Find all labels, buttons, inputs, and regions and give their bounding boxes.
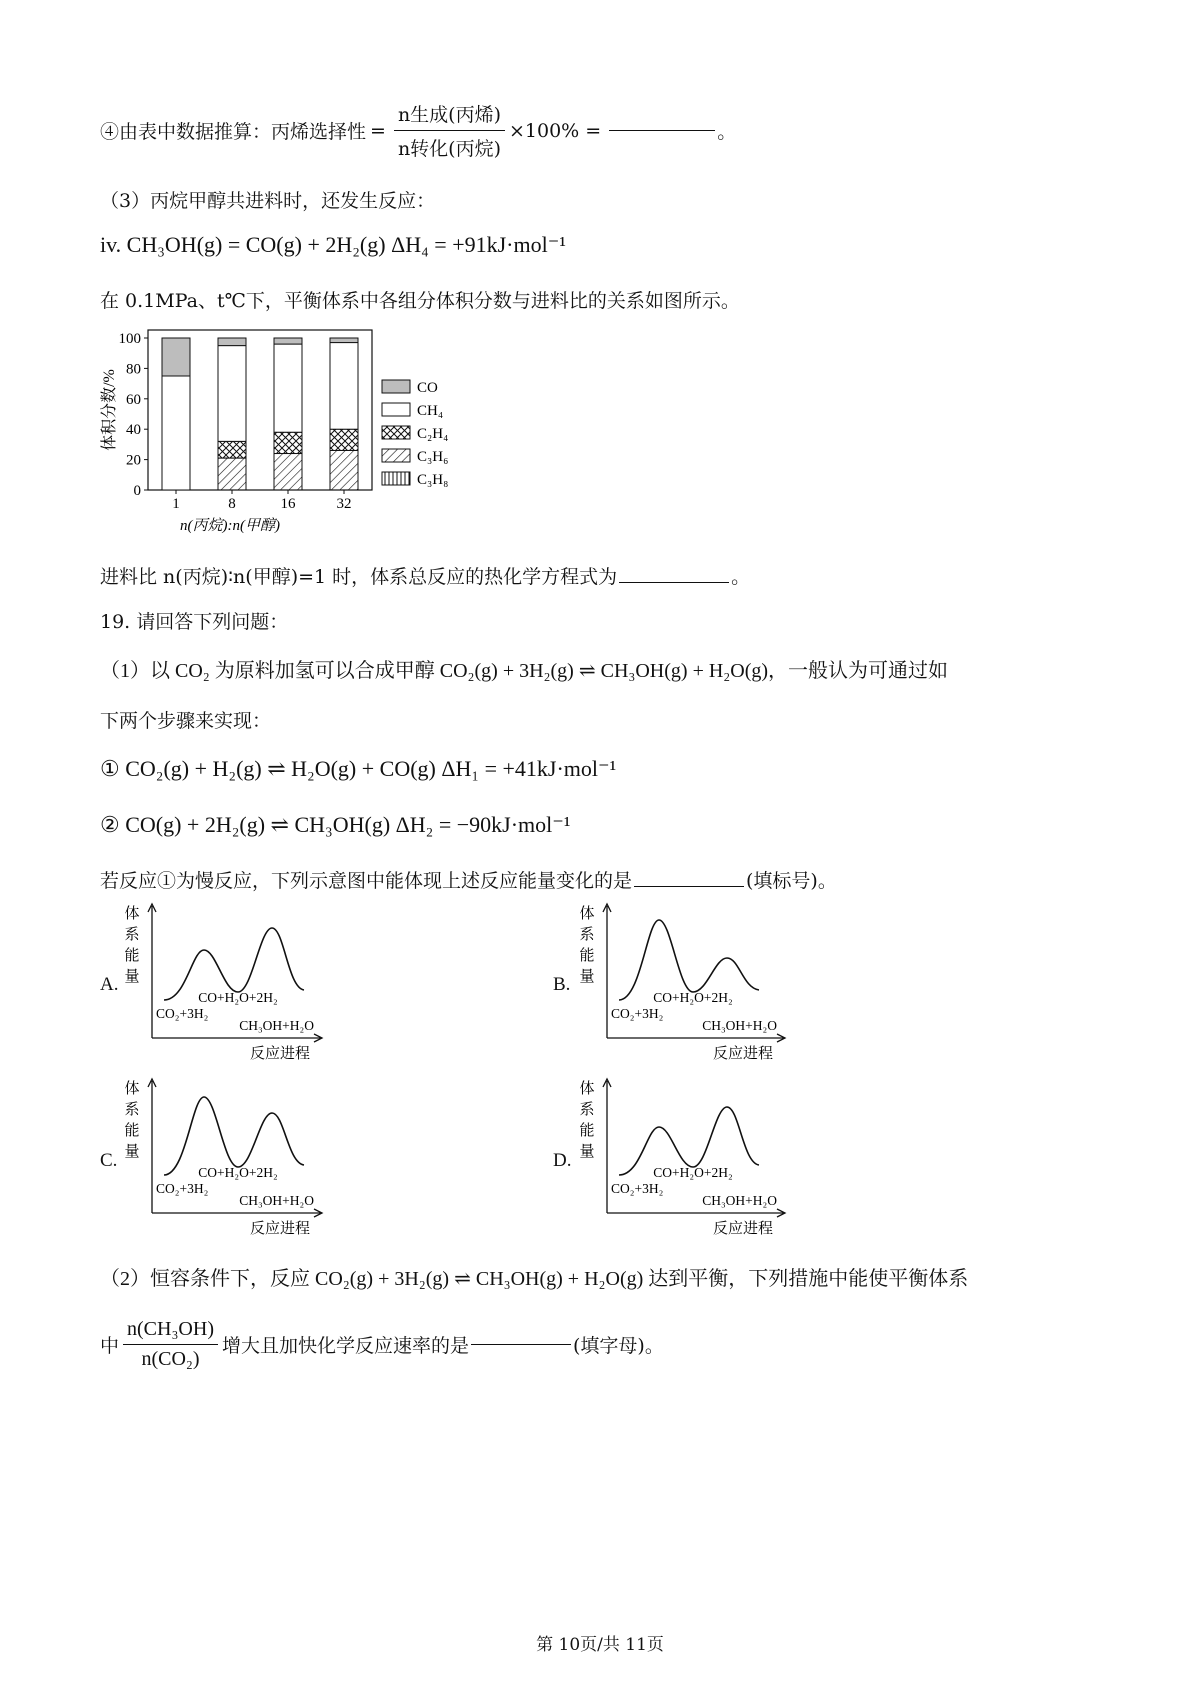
y-axis-label: 体积分数/% bbox=[101, 369, 118, 451]
product-label: CH₃OH+H₂O bbox=[702, 1018, 777, 1033]
y-tick-label: 40 bbox=[126, 422, 141, 439]
legend-label-c3h6: C₃H₆ bbox=[417, 449, 449, 465]
ratio-denominator: n(CO₂) bbox=[141, 1348, 200, 1370]
selectivity-line: ④由表中数据推算：丙烯选择性 = $\frac{\text{n生成(丙烯)}}{\text{n转化(丙烷)}}$ ×100% = 。 bbox=[100, 100, 736, 161]
answer-blank[interactable] bbox=[609, 130, 715, 131]
y-axis-label-char: 量 bbox=[124, 1144, 140, 1160]
bar-segment-c2h4 bbox=[330, 429, 358, 450]
product-label: CH₃OH+H₂O bbox=[239, 1193, 314, 1208]
y-tick-label: 0 bbox=[133, 483, 141, 499]
bar-segment-c3h6 bbox=[274, 454, 302, 490]
equation-iv: iv. CH₃OH(g) = CO(g) + 2H₂(g) ΔH₄ = +91kJ·mol⁻¹ bbox=[100, 232, 566, 257]
x-tick-label: 1 bbox=[172, 496, 180, 512]
x-tick-label: 16 bbox=[280, 496, 296, 512]
question-end: (填标号)。 bbox=[746, 870, 837, 892]
legend-swatch-ch4 bbox=[382, 403, 410, 416]
q19-p2-line2 bbox=[100, 1318, 664, 1371]
y-axis-label-char: 系 bbox=[124, 1102, 140, 1118]
bar-segment-co bbox=[274, 338, 302, 344]
intermediate-label: CO+H₂O+2H₂ bbox=[653, 1165, 733, 1180]
product-label: CH₃OH+H₂O bbox=[239, 1018, 314, 1033]
y-axis-label-char: 系 bbox=[124, 927, 140, 943]
x-axis-label: n(丙烷):n(甲醇) bbox=[180, 518, 280, 534]
y-axis-label-char: 能 bbox=[124, 1123, 140, 1139]
question-text: 进料比 n(丙烷)∶n(甲醇)=1 时，体系总反应的热化学方程式为 bbox=[100, 566, 618, 588]
legend-label-c3h8: C₃H₈ bbox=[417, 472, 449, 488]
q19-p1-line1: （1）以 CO₂ 为原料加氢可以合成甲醇 CO₂(g) + 3H₂(g) ⇌ CH₃OH(g) + H₂O(g)，一般认为可通过如 bbox=[100, 660, 949, 682]
x-axis-label: 反应进程 bbox=[249, 1221, 311, 1237]
y-axis-label-char: 量 bbox=[579, 969, 595, 985]
option-c-label[interactable]: C. bbox=[100, 1150, 118, 1171]
selectivity-fraction bbox=[394, 100, 505, 161]
page-footer: 第 10页/共 11页 bbox=[536, 1635, 664, 1655]
q19-p1-line2: 下两个步骤来实现： bbox=[100, 710, 272, 732]
selectivity-suffix: ×100% = bbox=[509, 119, 602, 142]
reactant-label: CO₂+3H₂ bbox=[156, 1006, 209, 1021]
selectivity-denominator: n转化(丙烷) bbox=[397, 138, 501, 160]
legend-swatch-co bbox=[382, 380, 410, 393]
energy-diagram-b[interactable] bbox=[575, 900, 805, 1065]
bar-segment-co bbox=[218, 338, 246, 346]
energy-curve bbox=[619, 920, 759, 1000]
y-axis-label-char: 系 bbox=[579, 1102, 595, 1118]
answer-blank[interactable] bbox=[634, 886, 744, 887]
product-label: CH₃OH+H₂O bbox=[702, 1193, 777, 1208]
legend-swatch-c3h8 bbox=[382, 472, 410, 485]
intermediate-label: CO+H₂O+2H₂ bbox=[653, 990, 733, 1005]
energy-diagram-c[interactable] bbox=[120, 1075, 340, 1240]
y-axis-label-char: 体 bbox=[124, 906, 140, 922]
legend-label-ch4: CH₄ bbox=[417, 403, 444, 419]
y-tick-label: 20 bbox=[126, 452, 141, 469]
bar-segment-c2h4 bbox=[218, 441, 246, 458]
bar-segment-c2h4 bbox=[274, 432, 302, 453]
q19-p2-line1: （2）恒容条件下，反应 CO₂(g) + 3H₂(g) ⇌ CH₃OH(g) + H₂O(g) 达到平衡，下列措施中能使平衡体系 bbox=[100, 1268, 969, 1290]
legend-label-c2h4: C₂H₄ bbox=[417, 426, 449, 442]
total-reaction-question bbox=[100, 562, 750, 589]
part3-title: （3）丙烷甲醇共进料时，还发生反应： bbox=[100, 190, 436, 212]
stacked-bar-chart bbox=[100, 322, 470, 537]
energy-diagram-d[interactable] bbox=[575, 1075, 805, 1240]
bar-segment-co bbox=[330, 338, 358, 343]
y-axis-label-char: 量 bbox=[124, 969, 140, 985]
y-tick-label: 80 bbox=[126, 361, 141, 378]
selectivity-end: 。 bbox=[717, 121, 737, 143]
option-d-label[interactable]: D. bbox=[553, 1150, 572, 1171]
selectivity-prefix: ④由表中数据推算：丙烯选择性 bbox=[100, 121, 367, 143]
option-b-label[interactable]: B. bbox=[553, 974, 571, 995]
legend-label-co: CO bbox=[417, 380, 438, 396]
ratio-numerator: n(CH₃OH) bbox=[123, 1318, 218, 1345]
bar-segment-co bbox=[162, 338, 190, 376]
question-end: 。 bbox=[731, 566, 751, 588]
ratio-fraction bbox=[123, 1318, 218, 1371]
bar-segment-ch4 bbox=[330, 343, 358, 430]
energy-diagram-a[interactable] bbox=[120, 900, 340, 1065]
slow-reaction-question bbox=[100, 866, 837, 893]
energy-curve bbox=[164, 1097, 304, 1175]
x-tick-label: 8 bbox=[228, 496, 236, 512]
y-axis-label-char: 能 bbox=[579, 948, 595, 964]
p2-end: (填字母)。 bbox=[573, 1335, 664, 1357]
bar-segment-ch4 bbox=[274, 344, 302, 432]
reactant-label: CO₂+3H₂ bbox=[156, 1181, 209, 1196]
p2-suffix: 增大且加快化学反应速率的是 bbox=[221, 1335, 469, 1357]
conditions-text: 在 0.1MPa、t℃下，平衡体系中各组分体积分数与进料比的关系如图所示。 bbox=[100, 290, 740, 312]
selectivity-numerator: n生成(丙烯) bbox=[394, 100, 505, 131]
y-axis-label-char: 量 bbox=[579, 1144, 595, 1160]
y-axis-label-char: 体 bbox=[579, 906, 595, 922]
y-axis-label-char: 体 bbox=[579, 1081, 595, 1097]
bar-segment-ch4 bbox=[218, 346, 246, 442]
intermediate-label: CO+H₂O+2H₂ bbox=[198, 1165, 278, 1180]
reactant-label: CO₂+3H₂ bbox=[611, 1181, 664, 1196]
x-axis-label: 反应进程 bbox=[712, 1221, 774, 1237]
y-axis-label-char: 能 bbox=[124, 948, 140, 964]
y-axis-label-char: 能 bbox=[579, 1123, 595, 1139]
x-tick-label: 32 bbox=[336, 496, 352, 512]
bar-segment-c3h6 bbox=[218, 458, 246, 490]
legend-swatch-c3h6 bbox=[382, 449, 410, 462]
answer-blank[interactable] bbox=[471, 1344, 571, 1345]
equation-2: ② CO(g) + 2H₂(g) ⇌ CH₃OH(g) ΔH₂ = −90kJ·mol⁻¹ bbox=[100, 812, 571, 837]
bar-segment-c3h6 bbox=[330, 450, 358, 490]
bar-segment-ch4 bbox=[162, 376, 190, 490]
reactant-label: CO₂+3H₂ bbox=[611, 1006, 664, 1021]
y-axis-label-char: 系 bbox=[579, 927, 595, 943]
equation-1: ① CO₂(g) + H₂(g) ⇌ H₂O(g) + CO(g) ΔH₁ = +41kJ·mol⁻¹ bbox=[100, 756, 617, 781]
p2-prefix: 中 bbox=[100, 1335, 120, 1357]
y-tick-label: 60 bbox=[126, 391, 141, 408]
option-a-label[interactable]: A. bbox=[100, 974, 119, 995]
y-tick-label: 100 bbox=[118, 331, 141, 347]
legend-swatch-c2h4 bbox=[382, 426, 410, 439]
answer-blank[interactable] bbox=[619, 582, 729, 583]
q19-title: 19. 请回答下列问题： bbox=[100, 611, 289, 633]
question-text: 若反应①为慢反应，下列示意图中能体现上述反应能量变化的是 bbox=[100, 870, 633, 892]
intermediate-label: CO+H₂O+2H₂ bbox=[198, 990, 278, 1005]
y-axis-label-char: 体 bbox=[124, 1081, 140, 1097]
x-axis-label: 反应进程 bbox=[712, 1046, 774, 1062]
x-axis-label: 反应进程 bbox=[249, 1046, 311, 1062]
